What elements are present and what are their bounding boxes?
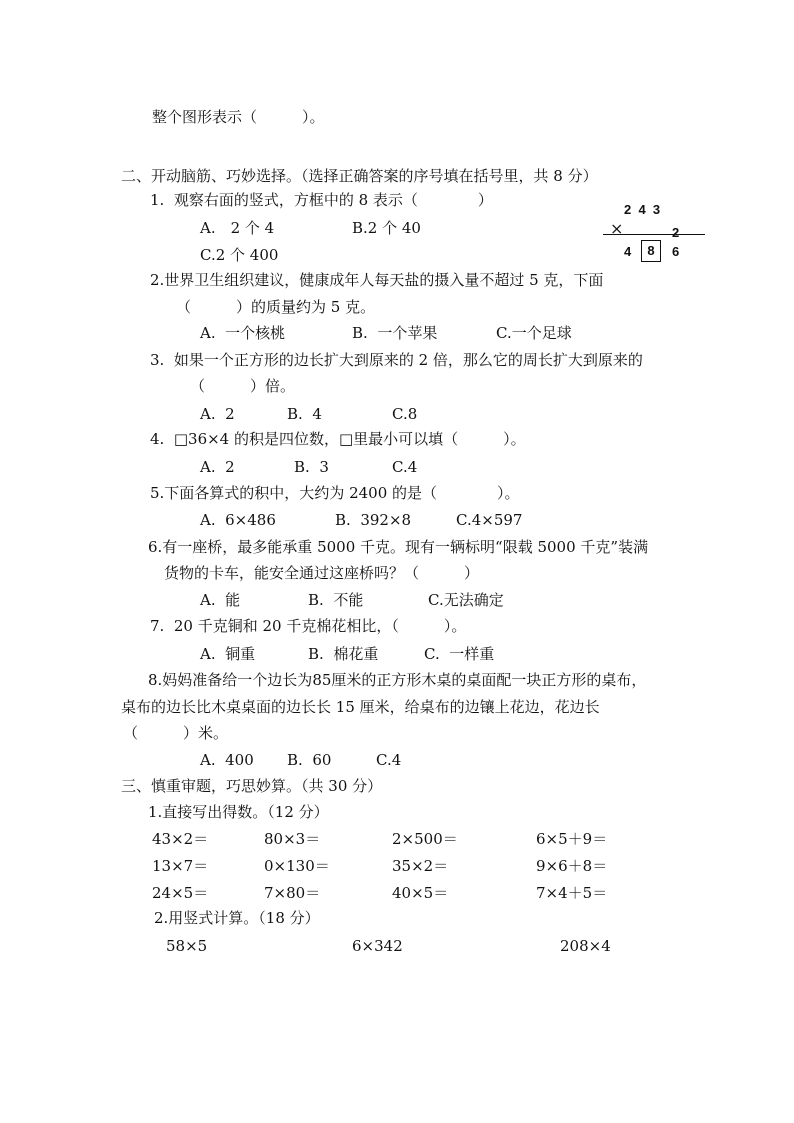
vc-top-number: 2 4 3 — [624, 202, 661, 217]
oral-calc-r3c3: 40×5＝ — [392, 884, 449, 902]
q6-stem: 6.有一座桥，最多能承重 5000 千克。现有一辆标明“限载 5000 千克”装满 — [148, 538, 649, 556]
q2-stem: 2.世界卫生组织建议，健康成年人每天盐的摄入量不超过 5 克，下面 — [150, 271, 604, 289]
q6-option-a: A. 能 — [200, 591, 241, 609]
q2-option-a: A. 一个核桃 — [200, 324, 286, 342]
q5-option-c: C.4×597 — [456, 511, 523, 529]
section-3-header: 三、慎重审题，巧思妙算。（共 30 分） — [121, 777, 383, 795]
q6-stem-cont: 货物的卡车，能安全通过这座桥吗？（ ） — [164, 564, 480, 582]
q3-option-a: A. 2 — [200, 405, 235, 423]
oral-calc-r3c2: 7×80＝ — [264, 884, 321, 902]
column-calc-2: 6×342 — [352, 937, 403, 955]
oral-calc-r2c3: 35×2＝ — [392, 857, 449, 875]
oral-calc-r3c1: 24×5＝ — [152, 884, 209, 902]
q5-option-a: A. 6×486 — [200, 511, 276, 529]
q3-option-b: B. 4 — [287, 405, 322, 423]
vc-result-digit-1: 4 — [624, 244, 632, 259]
q8-stem-cont: 桌布的边长比木桌桌面的边长长 15 厘米，给桌布的边镶上花边，花边长 — [121, 698, 600, 716]
q6-option-b: B. 不能 — [308, 591, 364, 609]
q7-option-b: B. 棉花重 — [308, 645, 379, 663]
vc-rule — [603, 234, 705, 235]
q7-option-c: C. 一样重 — [424, 645, 495, 663]
q4-stem: 4. □36×4 的积是四位数，□里最小可以填（ ）。 — [150, 430, 526, 448]
vc-times-sign: × — [610, 219, 624, 238]
s3-part2-title: 2.用竖式计算。（18 分） — [154, 909, 320, 927]
s3-part1-title: 1.直接写出得数。（12 分） — [148, 803, 329, 821]
q1-option-a: A. 2 个 4 — [200, 219, 275, 237]
q4-option-c: C.4 — [392, 458, 418, 476]
q5-option-b: B. 392×8 — [335, 511, 412, 529]
vc-result-digit-3: 6 — [672, 244, 680, 259]
q2-option-b: B. 一个苹果 — [352, 324, 438, 342]
oral-calc-r1c2: 80×3＝ — [264, 830, 321, 848]
oral-calc-r1c1: 43×2＝ — [152, 830, 209, 848]
oral-calc-r2c2: 0×130＝ — [264, 857, 330, 875]
q7-stem: 7. 20 千克铜和 20 千克棉花相比，（ ）。 — [150, 617, 467, 635]
q7-option-a: A. 铜重 — [200, 645, 256, 663]
q3-stem-cont: （ ）倍。 — [190, 377, 296, 395]
oral-calc-r2c1: 13×7＝ — [152, 857, 209, 875]
q8-stem: 8.妈妈准备给一个边长为85厘米的正方形木桌的桌面配一块正方形的桌布， — [148, 671, 647, 689]
q4-option-b: B. 3 — [294, 458, 329, 476]
q1-option-c: C.2 个 400 — [200, 246, 279, 264]
oral-calc-r3c4: 7×4＋5＝ — [536, 884, 608, 902]
section-2-header: 二、开动脑筋、巧妙选择。（选择正确答案的序号填在括号里，共 8 分） — [121, 167, 598, 185]
oral-calc-r1c4: 6×5＋9＝ — [536, 830, 608, 848]
q8-option-c: C.4 — [376, 751, 402, 769]
q8-stem-cont2: （ ）米。 — [123, 724, 229, 742]
oral-calc-r1c3: 2×500＝ — [392, 830, 458, 848]
oral-calc-r2c4: 9×6＋8＝ — [536, 857, 608, 875]
q8-option-b: B. 60 — [287, 751, 332, 769]
q2-stem-cont: （ ）的质量约为 5 克。 — [176, 298, 376, 316]
vc-multiplier: 2 — [672, 225, 680, 240]
q4-option-a: A. 2 — [200, 458, 235, 476]
q8-option-a: A. 400 — [200, 751, 254, 769]
q3-stem: 3. 如果一个正方形的边长扩大到原来的 2 倍，那么它的周长扩大到原来的 — [150, 351, 643, 369]
q6-option-c: C.无法确定 — [428, 591, 504, 609]
intro-line: 整个图形表示（ ）。 — [152, 108, 325, 126]
column-calc-3: 208×4 — [560, 937, 611, 955]
q1-stem: 1. 观察右面的竖式，方框中的 8 表示（ ） — [150, 191, 493, 209]
q3-option-c: C.8 — [392, 405, 418, 423]
q5-stem: 5.下面各算式的积中，大约为 2400 的是（ ）。 — [150, 484, 520, 502]
q1-option-b: B.2 个 40 — [352, 219, 421, 237]
column-calc-1: 58×5 — [166, 937, 208, 955]
q2-option-c: C.一个足球 — [496, 324, 572, 342]
vc-boxed-digit: 8 — [641, 240, 661, 262]
